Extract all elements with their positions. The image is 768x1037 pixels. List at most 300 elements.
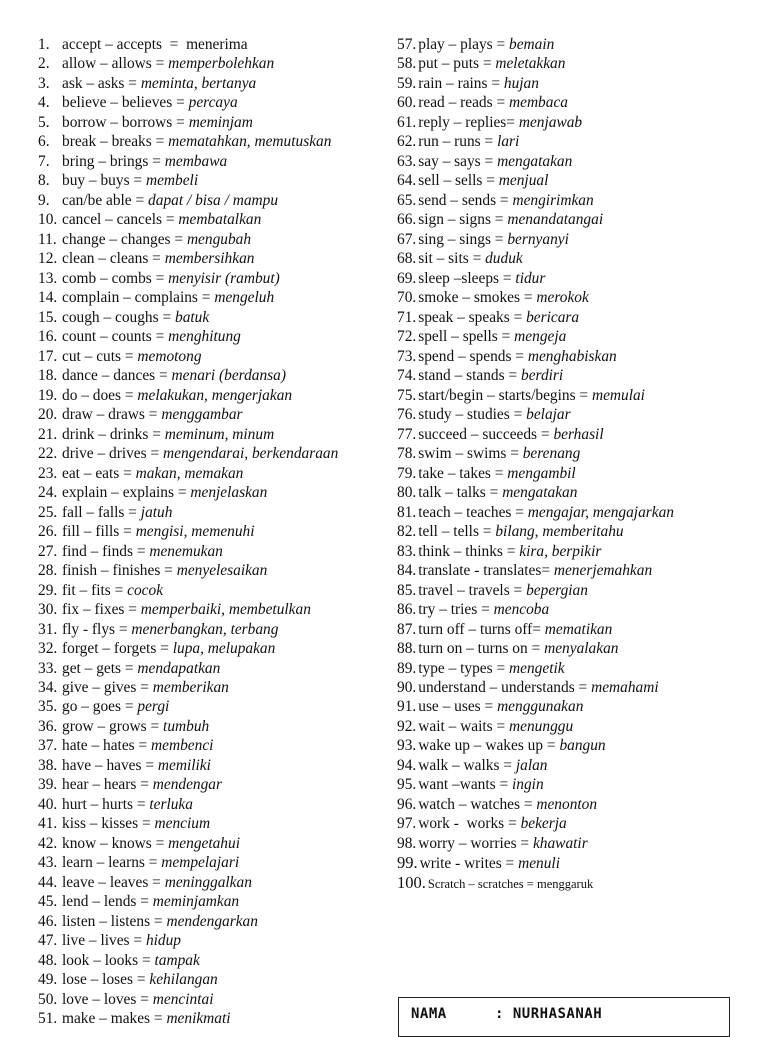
item-translation: meminjam (188, 113, 253, 131)
item-verb: clean – cleans (62, 250, 149, 268)
vocab-item (397, 600, 765, 619)
item-translation: jatuh (140, 503, 173, 521)
item-verb: hear – hears (62, 776, 137, 794)
item-translation: mengendarai, berkendaraan (163, 445, 339, 463)
vocab-item (38, 970, 398, 989)
vocab-item (38, 171, 398, 190)
item-translation: menghitung (168, 328, 241, 346)
vocab-item (38, 931, 398, 950)
item-translation: terluka (149, 795, 193, 813)
item-number: 5. (38, 113, 50, 131)
item-number: 62. (397, 133, 417, 151)
item-number: 25. (38, 503, 58, 521)
item-number: 13. (38, 269, 58, 287)
equals-sign: = (121, 659, 138, 677)
item-translation: menyelesaikan (176, 562, 268, 580)
item-verb: find – finds (62, 542, 133, 560)
item-verb: worry – worries (418, 834, 517, 852)
item-translation: menuli (518, 855, 560, 873)
item-translation: mengatakan (497, 152, 573, 170)
equals-sign: = (124, 74, 141, 92)
vocab-item (397, 93, 765, 112)
item-verb: read – reads (418, 94, 493, 112)
item-verb: understand – understands (418, 678, 575, 696)
equals-sign: = (121, 698, 138, 716)
item-translation: menghabiskan (527, 347, 617, 365)
vocab-item (397, 347, 765, 366)
equals-sign: = (519, 795, 537, 813)
item-translation: berdiri (521, 367, 564, 385)
item-number: 84. (397, 562, 417, 580)
vocab-item (38, 249, 398, 268)
item-verb: fill – fills (62, 523, 120, 541)
item-verb: hurt – hurts (62, 795, 133, 813)
equals-sign: = (516, 834, 533, 852)
item-verb: use – uses (418, 698, 481, 716)
item-translation: kira, berpikir (519, 542, 602, 560)
equals-sign: = (151, 328, 169, 346)
vocab-item (397, 35, 765, 54)
item-number: 14. (38, 289, 58, 307)
item-translation: menikmati (166, 1010, 231, 1028)
item-verb: fly - flys (62, 620, 116, 638)
item-verb: allow – allows (62, 55, 152, 73)
item-verb: buy – buys (62, 172, 130, 190)
item-translation: bangun (559, 737, 606, 755)
item-number: 76. (397, 406, 417, 424)
equals-sign: = (172, 94, 189, 112)
vocab-item (38, 444, 398, 463)
equals-sign: = (490, 464, 508, 482)
vocab-item (397, 853, 765, 872)
vocab-item (397, 132, 765, 151)
vocab-item (38, 775, 398, 794)
equals-sign: = (511, 347, 528, 365)
equals-sign: = (499, 269, 516, 287)
item-number: 95. (397, 776, 417, 794)
item-translation: duduk (485, 250, 523, 268)
equals-sign: = (495, 776, 513, 794)
item-translation: makan, memakan (135, 464, 244, 482)
vocab-item (38, 717, 398, 736)
equals-sign: = (148, 250, 165, 268)
vocab-item (38, 853, 398, 872)
equals-sign: = (497, 328, 515, 346)
vocab-item (397, 561, 765, 580)
equals-sign: = (532, 620, 545, 638)
item-verb: accept – accepts (62, 36, 162, 53)
vocab-item (38, 873, 398, 892)
vocab-item (38, 327, 398, 346)
item-translation: menemukan (149, 542, 223, 560)
item-translation: bepergian (526, 581, 588, 599)
item-number: 43. (38, 854, 58, 872)
vocab-item (397, 834, 765, 853)
equals-sign: = (506, 113, 519, 131)
equals-sign: = (477, 601, 494, 619)
item-translation: ingin (512, 776, 544, 794)
item-verb: stand – stands (418, 367, 505, 385)
item-number: 44. (38, 873, 58, 891)
item-translation: melakukan, mengerjakan (137, 386, 293, 404)
equals-sign: = (487, 74, 504, 92)
item-translation: membawa (164, 152, 228, 170)
item-number: 85. (397, 581, 417, 599)
vocab-item (38, 366, 398, 385)
item-translation: mengatakan (502, 484, 578, 502)
vocab-item (397, 522, 765, 541)
vocab-item (397, 581, 765, 600)
item-translation: menunggu (509, 717, 574, 735)
equals-sign: = (136, 990, 153, 1008)
item-verb: borrow – borrows (62, 113, 173, 131)
vocab-item (397, 483, 765, 502)
item-verb: sign – signs (418, 211, 491, 229)
item-translation: bilang, memberitahu (495, 523, 624, 541)
item-number: 68. (397, 250, 417, 268)
equals-sign: = (523, 876, 537, 891)
equals-sign: = (506, 445, 523, 463)
equals-sign: = (160, 562, 177, 580)
vocab-item (397, 464, 765, 483)
item-number: 15. (38, 308, 58, 326)
item-number: 39. (38, 776, 58, 794)
item-number: 18. (38, 367, 58, 385)
item-translation: tidur (515, 269, 546, 287)
equals-sign: = (511, 503, 528, 521)
item-number: 93. (397, 737, 417, 755)
vocab-item (38, 834, 398, 853)
equals-sign: = (478, 55, 496, 73)
vocab-item (397, 542, 765, 561)
equals-sign: = (492, 94, 509, 112)
item-translation: memperbaiki, membetulkan (140, 601, 311, 619)
vocab-item (38, 210, 398, 229)
vocab-item (397, 775, 765, 794)
equals-sign: = (148, 425, 165, 443)
item-verb: fix – fixes (62, 601, 125, 619)
equals-sign: = (492, 659, 510, 677)
equals-sign: = (150, 912, 167, 930)
vocab-item (397, 717, 765, 736)
equals-sign: = (527, 640, 545, 658)
item-verb: spend – spends (418, 347, 512, 365)
item-verb: swim – swims (418, 445, 507, 463)
equals-sign: = (480, 152, 498, 170)
item-verb: know – knows (62, 834, 152, 852)
item-translation: belajar (526, 406, 571, 424)
vocab-item (38, 892, 398, 911)
vocab-item (38, 814, 398, 833)
item-translation: menggambar (161, 406, 243, 424)
equals-sign: = (520, 289, 537, 307)
item-number: 3. (38, 74, 50, 92)
equals-sign: = (144, 406, 162, 424)
equals-sign: = (124, 503, 141, 521)
item-number: 100. (397, 872, 426, 892)
item-verb: listen – listens (62, 912, 151, 930)
item-number: 11. (38, 230, 57, 248)
vocab-item (38, 405, 398, 424)
vocab-item (38, 522, 398, 541)
equals-sign: = (121, 386, 138, 404)
item-number: 87. (397, 620, 417, 638)
vocab-item (38, 425, 398, 444)
item-number: 4. (38, 94, 50, 112)
item-translation: menggaruk (536, 876, 594, 891)
item-verb: count – counts (62, 328, 152, 346)
item-verb: type – types (418, 659, 493, 677)
item-number: 57. (397, 36, 417, 53)
item-translation: menonton (536, 795, 598, 813)
item-translation: mengeluh (214, 289, 275, 307)
equals-sign: = (141, 756, 158, 774)
item-verb: speak – speaks (418, 308, 510, 326)
item-translation: kehilangan (149, 971, 218, 989)
item-translation: meletakkan (495, 55, 566, 73)
item-translation: mematahkan, memutuskan (168, 133, 332, 151)
item-verb: can/be able (62, 191, 132, 209)
item-translation: menyalakan (544, 640, 619, 658)
item-verb: spell – spells (418, 328, 498, 346)
item-number: 98. (397, 834, 417, 852)
vocab-item (38, 639, 398, 658)
item-verb: play – plays (418, 36, 493, 53)
equals-sign: = (150, 1010, 167, 1028)
equals-sign: = (170, 230, 187, 248)
item-verb: turn off – turns off (418, 620, 533, 638)
item-number: 23. (38, 464, 58, 482)
item-verb: talk – talks (418, 484, 486, 502)
vocab-item (397, 425, 765, 444)
item-translation: mengisi, memenuhi (135, 523, 255, 541)
item-number: 79. (397, 464, 417, 482)
vocab-item (397, 269, 765, 288)
item-translation: meninggalkan (164, 873, 252, 891)
vocab-list-left (38, 35, 398, 1029)
item-verb: send – sends (418, 191, 497, 209)
item-verb: finish – finishes (62, 562, 161, 580)
item-verb: watch – watches (418, 795, 520, 813)
equals-sign: = (480, 698, 498, 716)
vocab-item (38, 347, 398, 366)
vocab-item (38, 951, 398, 970)
vocab-item (38, 1009, 398, 1028)
item-verb: study – studies (418, 406, 510, 424)
vocab-item (397, 503, 765, 522)
item-verb: love – loves (62, 990, 137, 1008)
name-box (398, 997, 730, 1037)
item-translation: mengeja (514, 328, 567, 346)
equals-sign: = (490, 230, 508, 248)
item-verb: fit – fits (62, 581, 111, 599)
item-verb: cancel – cancels (62, 211, 162, 229)
vocab-item (38, 386, 398, 405)
vocab-item (397, 697, 765, 716)
item-translation: mengirimkan (512, 191, 594, 209)
vocab-item (397, 249, 765, 268)
item-number: 90. (397, 678, 417, 696)
item-translation: bekerja (520, 815, 567, 833)
equals-sign: = (151, 834, 169, 852)
item-number: 24. (38, 484, 58, 502)
item-translation: menari (berdansa) (171, 367, 286, 385)
item-translation: bericara (526, 308, 580, 326)
vocab-item (38, 191, 398, 210)
item-number: 78. (397, 445, 417, 463)
equals-sign: = (574, 678, 592, 696)
vocab-item (397, 288, 765, 307)
item-number: 37. (38, 737, 58, 755)
item-number: 66. (397, 211, 417, 229)
item-number: 30. (38, 601, 58, 619)
equals-sign: = (509, 308, 527, 326)
item-number: 91. (397, 698, 417, 716)
vocab-item (397, 230, 765, 249)
item-verb: teach – teaches (418, 503, 512, 521)
item-verb: bring – brings (62, 152, 149, 170)
item-number: 64. (397, 172, 417, 190)
item-verb: cough – coughs (62, 308, 159, 326)
vocab-item (38, 795, 398, 814)
item-translation: membenci (151, 737, 214, 755)
item-verb: want –wants (418, 776, 496, 794)
vocab-item (397, 620, 765, 639)
equals-sign: = (499, 756, 516, 774)
item-number: 86. (397, 601, 417, 619)
equals-sign: = (492, 717, 510, 735)
item-number: 58. (397, 55, 417, 73)
item-verb: lose – loses (62, 971, 133, 989)
item-number: 61. (397, 113, 417, 131)
item-verb: cut – cuts (62, 347, 121, 365)
equals-sign: = (482, 172, 499, 190)
item-translation: khawatir (532, 834, 588, 852)
item-number: 40. (38, 795, 58, 813)
item-number: 47. (38, 932, 58, 950)
item-number: 17. (38, 347, 58, 365)
equals-sign: = (131, 191, 149, 209)
item-translation: menerima (186, 36, 248, 53)
item-number: 29. (38, 581, 58, 599)
equals-sign: = (541, 562, 554, 580)
item-verb: think – thinks (418, 542, 503, 560)
item-translation: mendengar (152, 776, 222, 794)
item-verb: forget – forgets (62, 640, 157, 658)
equals-sign: = (138, 951, 155, 969)
item-number: 74. (397, 367, 417, 385)
item-verb: smoke – smokes (418, 289, 520, 307)
item-number: 7. (38, 152, 50, 170)
item-number: 26. (38, 523, 58, 541)
equals-sign: = (501, 855, 519, 873)
item-translation: menyisir (rambut) (168, 269, 280, 287)
item-verb: succeed – succeeds (418, 425, 538, 443)
item-verb: go – goes (62, 698, 121, 716)
equals-sign: = (504, 367, 521, 385)
item-number: 67. (397, 230, 417, 248)
equals-sign: = (151, 133, 169, 151)
item-translation: mengubah (186, 230, 252, 248)
item-number: 49. (38, 971, 58, 989)
item-number: 96. (397, 795, 417, 813)
item-verb: sing – sings (418, 230, 491, 248)
item-number: 10. (38, 211, 58, 229)
vocab-item (38, 93, 398, 112)
equals-sign: = (119, 464, 136, 482)
vocab-item (38, 659, 398, 678)
item-verb: believe – believes (62, 94, 173, 112)
equals-sign: = (115, 620, 132, 638)
equals-sign: = (537, 425, 554, 443)
item-number: 20. (38, 406, 58, 424)
item-number: 89. (397, 659, 417, 677)
equals-sign: = (148, 152, 165, 170)
item-translation: memulai (591, 386, 645, 404)
item-number: 83. (397, 542, 417, 560)
vocab-item (397, 639, 765, 658)
item-number: 41. (38, 815, 58, 833)
equals-sign: = (478, 523, 496, 541)
item-verb: drive – drives (62, 445, 147, 463)
item-translation: mendapatkan (137, 659, 221, 677)
vocab-item (38, 35, 398, 54)
item-verb: dance – dances (62, 367, 156, 385)
item-verb: wait – waits (418, 717, 493, 735)
equals-sign: = (161, 211, 179, 229)
item-translation: membaca (509, 94, 568, 112)
vocab-item (38, 736, 398, 755)
item-verb: walk – walks (418, 756, 500, 774)
item-translation: memiliki (157, 756, 211, 774)
equals-sign: = (509, 581, 527, 599)
item-translation: mengetik (509, 659, 565, 677)
item-translation: cocok (127, 581, 164, 599)
vocab-item (38, 600, 398, 619)
item-translation: memahami (591, 678, 659, 696)
vocab-item (397, 736, 765, 755)
item-translation: menerjemahkan (553, 562, 653, 580)
item-verb: travel – travels (418, 581, 510, 599)
item-number: 8. (38, 172, 50, 190)
item-number: 75. (397, 386, 417, 404)
item-translation: meminum, minum (164, 425, 275, 443)
item-translation: mematikan (544, 620, 613, 638)
item-number: 65. (397, 191, 417, 209)
item-verb: put – puts (418, 55, 479, 73)
equals-sign: = (138, 815, 155, 833)
equals-sign: = (136, 776, 153, 794)
item-number: 9. (38, 191, 50, 209)
item-number: 80. (397, 484, 417, 502)
item-translation: tampak (154, 951, 200, 969)
vocab-item (397, 327, 765, 346)
item-verb: hate – hates (62, 737, 135, 755)
item-verb: kiss – kisses (62, 815, 139, 833)
vocab-item (397, 74, 765, 93)
equals-sign: = (156, 640, 173, 658)
item-verb: sell – sells (418, 172, 483, 190)
vocab-item (397, 659, 765, 678)
item-translation: mengajar, mengajarkan (527, 503, 674, 521)
item-verb: say – says (418, 152, 481, 170)
vocab-item (397, 795, 765, 814)
item-translation: jalan (515, 756, 548, 774)
item-number: 48. (38, 951, 58, 969)
item-number: 59. (397, 74, 417, 92)
item-verb: work - works (418, 815, 505, 833)
item-verb: fall – falls (62, 503, 125, 521)
